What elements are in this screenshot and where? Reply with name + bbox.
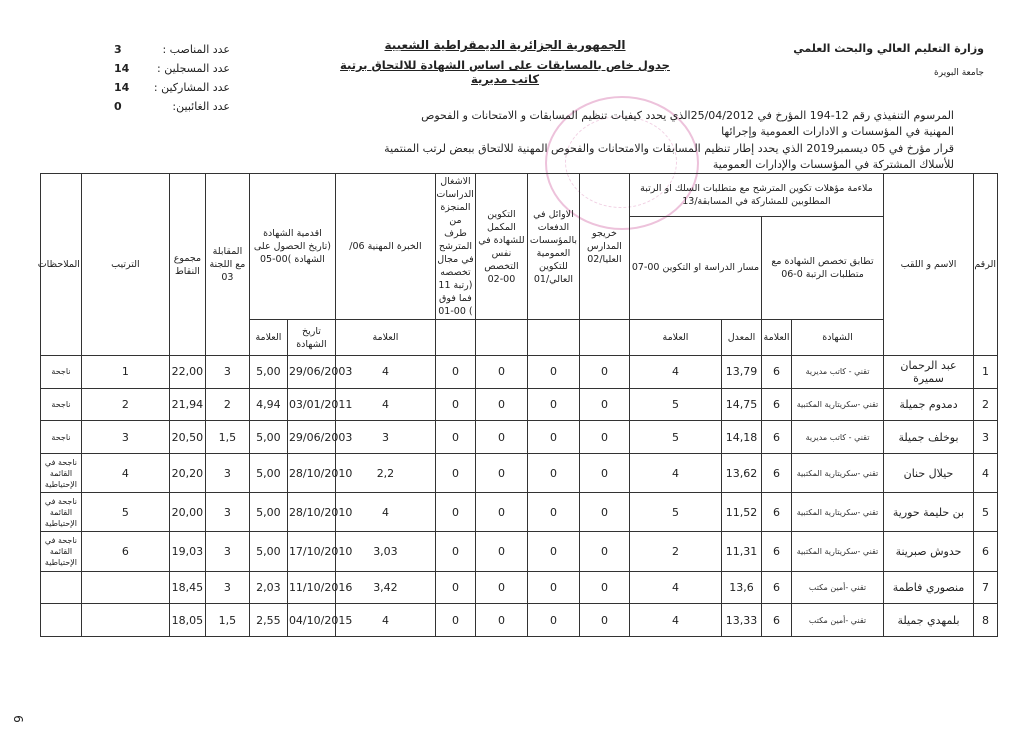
interview-mark: 1,5	[205, 421, 249, 454]
col-average: المعدل	[722, 320, 762, 356]
total-points: 21,94	[169, 388, 205, 421]
row-number: 2	[974, 388, 998, 421]
average: 11,52	[722, 493, 762, 532]
path-mark: 2	[629, 532, 721, 571]
notes: ناجحة في القائمة الإحتياطية	[41, 493, 82, 532]
col-num: الرقم	[974, 174, 998, 356]
path-mark: 4	[629, 356, 721, 389]
average: 13,33	[722, 604, 762, 637]
rank: 5	[81, 493, 169, 532]
col-top-ranked: الاوائل في الدفعات بالمؤسسات العمومية للتكوين العالي/01	[527, 174, 579, 320]
col-suitability: ملاءمة مؤهلات تكوين المترشح مع متطلبات السلك او الرتبة المطلوبين للمشاركة في المسابقة/13	[629, 174, 883, 217]
top-ranked-mark: 0	[527, 532, 579, 571]
path-mark: 5	[629, 493, 721, 532]
rank	[81, 571, 169, 604]
row-number: 7	[974, 571, 998, 604]
stat-value: 0	[114, 100, 122, 113]
interview-mark: 3	[205, 454, 249, 493]
specialty-mark: 6	[762, 356, 792, 389]
stat-row	[110, 40, 230, 59]
grad-schools-mark: 0	[579, 388, 629, 421]
grad-schools-mark: 0	[579, 571, 629, 604]
col-path: مسار الدراسة او التكوين 00-07	[629, 216, 761, 319]
stat-row	[110, 78, 230, 97]
candidate-name: بن حليمة حورية	[884, 493, 974, 532]
page-mark: 6	[10, 715, 25, 723]
col-cert-date: تاريخ الشهادة	[287, 320, 335, 356]
top-ranked-mark: 0	[527, 454, 579, 493]
rank: 4	[81, 454, 169, 493]
grad-schools-mark: 0	[579, 454, 629, 493]
certificate-date: 17/10/2010	[287, 532, 335, 571]
decree-line-2: المهنية في المؤسسات و الادارات العمومية وإجرائها	[721, 125, 954, 138]
grad-schools-mark: 0	[579, 604, 629, 637]
col-name: الاسم و اللقب	[884, 174, 974, 356]
works-mark: 0	[435, 571, 475, 604]
col-spec-mark: العلامة	[762, 320, 792, 356]
experience-mark: 4	[335, 356, 435, 389]
path-mark: 4	[629, 571, 721, 604]
col-top-mark	[527, 320, 579, 356]
experience-mark: 3,03	[335, 532, 435, 571]
stat-value: 3	[114, 43, 122, 56]
candidate-name: حدوش صبرينة	[884, 532, 974, 571]
path-mark: 4	[629, 604, 721, 637]
certificate-name: تقني -سكريتارية المكتبية	[792, 454, 884, 493]
average: 14,18	[722, 421, 762, 454]
certificate-name: تقني -سكريتارية المكتبية	[792, 388, 884, 421]
notes: ناجحة	[41, 421, 82, 454]
complementary-mark: 0	[475, 421, 527, 454]
col-specialty: تطابق تخصص الشهادة مع متطلبات الرتبة 0-06	[762, 216, 884, 319]
top-ranked-mark: 0	[527, 571, 579, 604]
grad-schools-mark: 0	[579, 356, 629, 389]
works-mark: 0	[435, 388, 475, 421]
seniority-mark: 2,03	[249, 571, 287, 604]
seniority-mark: 5,00	[249, 356, 287, 389]
table-row	[41, 604, 998, 637]
seniority-mark: 5,00	[249, 454, 287, 493]
certificate-date: 29/06/2003	[287, 421, 335, 454]
stat-row	[110, 97, 230, 116]
table-row	[41, 454, 998, 493]
average: 11,31	[722, 532, 762, 571]
path-mark: 4	[629, 454, 721, 493]
rank	[81, 604, 169, 637]
stats-block	[110, 40, 230, 116]
notes: ناجحة	[41, 356, 82, 389]
interview-mark: 3	[205, 356, 249, 389]
table-row	[41, 532, 998, 571]
average: 13,62	[722, 454, 762, 493]
top-ranked-mark: 0	[527, 604, 579, 637]
stat-value: 14	[114, 81, 130, 94]
notes: ناجحة	[41, 388, 82, 421]
row-number: 6	[974, 532, 998, 571]
stat-label: عدد المناصب :	[162, 43, 230, 56]
path-mark: 5	[629, 421, 721, 454]
certificate-date: 28/10/2010	[287, 454, 335, 493]
works-mark: 0	[435, 532, 475, 571]
certificate-date: 11/10/2016	[287, 571, 335, 604]
col-sen-mark: العلامة	[249, 320, 287, 356]
col-path-mark: العلامة	[629, 320, 721, 356]
col-works: الاشغال الدراسات المنجزة من طرف المترشح في مجال تخصصه (رتبة 11 فما فوق ) 00-01	[435, 174, 475, 320]
total-points: 20,20	[169, 454, 205, 493]
specialty-mark: 6	[762, 388, 792, 421]
complementary-mark: 0	[475, 493, 527, 532]
certificate-name: تقني -أمين مكتب	[792, 571, 884, 604]
grad-schools-mark: 0	[579, 532, 629, 571]
col-complementary: التكوين المكمل للشهادة في نفس التخصص 00-02	[475, 174, 527, 320]
row-number: 8	[974, 604, 998, 637]
stat-label: عدد الغائبين:	[172, 100, 230, 113]
col-comp-mark	[475, 320, 527, 356]
col-total: مجموع النقاط	[169, 174, 205, 356]
rank: 6	[81, 532, 169, 571]
table-row	[41, 356, 998, 389]
experience-mark: 2,2	[335, 454, 435, 493]
candidate-name: دمدوم جميلة	[884, 388, 974, 421]
interview-mark: 3	[205, 493, 249, 532]
top-ranked-mark: 0	[527, 388, 579, 421]
seniority-mark: 5,00	[249, 421, 287, 454]
table-row	[41, 571, 998, 604]
total-points: 20,00	[169, 493, 205, 532]
complementary-mark: 0	[475, 388, 527, 421]
works-mark: 0	[435, 493, 475, 532]
seniority-mark: 4,94	[249, 388, 287, 421]
certificate-date: 04/10/2015	[287, 604, 335, 637]
experience-mark: 4	[335, 604, 435, 637]
table-row	[41, 388, 998, 421]
table-row	[41, 421, 998, 454]
ministry-header	[793, 40, 984, 82]
decree-line-1: المرسوم التنفيذي رقم 12-194 المؤرخ في 25/04/2012الذي يحدد كيفيات تنظيم المسابقات و الامتحانات و الفحوص	[421, 109, 954, 122]
specialty-mark: 6	[762, 493, 792, 532]
col-rank: الترتيب	[81, 174, 169, 356]
results-table	[37, 173, 998, 637]
seniority-mark: 5,00	[249, 532, 287, 571]
seniority-mark: 5,00	[249, 493, 287, 532]
average: 14,75	[722, 388, 762, 421]
candidate-name: حيلال حنان	[884, 454, 974, 493]
row-number: 3	[974, 421, 998, 454]
stat-row	[110, 59, 230, 78]
notes	[41, 604, 82, 637]
col-works-mark	[435, 320, 475, 356]
rank: 1	[81, 356, 169, 389]
col-experience: الخبرة المهنية 06/	[335, 174, 435, 320]
decree-line-4: للأسلاك المشتركة في المؤسسات والإدارات العمومية	[712, 158, 954, 171]
works-mark: 0	[435, 356, 475, 389]
interview-mark: 1,5	[205, 604, 249, 637]
certificate-name: تقني - كاتب مديرية	[792, 356, 884, 389]
complementary-mark: 0	[475, 356, 527, 389]
specialty-mark: 6	[762, 421, 792, 454]
average: 13,79	[722, 356, 762, 389]
col-exp-mark: العلامة	[335, 320, 435, 356]
university-name: جامعة البويرة	[934, 68, 984, 78]
certificate-date: 03/01/2011	[287, 388, 335, 421]
experience-mark: 4	[335, 388, 435, 421]
col-grad-mark	[579, 320, 629, 356]
seniority-mark: 2,55	[249, 604, 287, 637]
col-notes: الملاحظات	[41, 174, 82, 356]
rank: 2	[81, 388, 169, 421]
experience-mark: 3,42	[335, 571, 435, 604]
row-number: 5	[974, 493, 998, 532]
complementary-mark: 0	[475, 532, 527, 571]
experience-mark: 3	[335, 421, 435, 454]
stat-value: 14	[114, 62, 130, 75]
row-number: 4	[974, 454, 998, 493]
candidate-name: منصوري فاطمة	[884, 571, 974, 604]
certificate-date: 29/06/2003	[287, 356, 335, 389]
works-mark: 0	[435, 604, 475, 637]
certificate-name: تقني -سكريتارية المكتبية	[792, 532, 884, 571]
specialty-mark: 6	[762, 571, 792, 604]
complementary-mark: 0	[475, 604, 527, 637]
candidate-name: بوخلف جميلة	[884, 421, 974, 454]
total-points: 18,45	[169, 571, 205, 604]
col-grad-schools: خريجو المدارس العليا/02	[579, 174, 629, 320]
table-title: جدول خاص بالمسابقات على اساس الشهادة للالتحاق برتبة كاتب مديرية	[340, 58, 670, 86]
interview-mark: 2	[205, 388, 249, 421]
col-seniority: اقدمية الشهادة (تاريخ الحصول على الشهادة )00-05	[249, 174, 335, 320]
top-ranked-mark: 0	[527, 493, 579, 532]
complementary-mark: 0	[475, 571, 527, 604]
notes: ناجحة في القائمة الإحتياطية	[41, 532, 82, 571]
grad-schools-mark: 0	[579, 493, 629, 532]
total-points: 20,50	[169, 421, 205, 454]
stat-label: عدد المشاركين :	[153, 81, 230, 94]
path-mark: 5	[629, 388, 721, 421]
ministry-name: وزارة التعليم العالي والبحث العلمي	[793, 42, 984, 55]
notes	[41, 571, 82, 604]
table-row	[41, 493, 998, 532]
specialty-mark: 6	[762, 532, 792, 571]
republic-title: الجمهورية الجزائرية الديمقراطية الشعبية	[384, 38, 626, 52]
grad-schools-mark: 0	[579, 421, 629, 454]
total-points: 22,00	[169, 356, 205, 389]
document-title-block	[340, 38, 670, 86]
top-ranked-mark: 0	[527, 356, 579, 389]
certificate-name: تقني -أمين مكتب	[792, 604, 884, 637]
interview-mark: 3	[205, 571, 249, 604]
specialty-mark: 6	[762, 604, 792, 637]
decree-line-3: قرار مؤرخ في 05 ديسمبر2019 الذي يحدد إطار تنظيم المسابقات والامتحانات والفحوص المهنية للالتحاق ببعض لرتب المنتمية	[384, 142, 954, 155]
average: 13,6	[722, 571, 762, 604]
certificate-date: 28/10/2010	[287, 493, 335, 532]
certificate-name: تقني - كاتب مديرية	[792, 421, 884, 454]
col-certificate: الشهادة	[792, 320, 884, 356]
top-ranked-mark: 0	[527, 421, 579, 454]
works-mark: 0	[435, 454, 475, 493]
experience-mark: 4	[335, 493, 435, 532]
stat-label: عدد المسجلين :	[157, 62, 230, 75]
col-interview: المقابلة مع اللجنة 03	[205, 174, 249, 356]
works-mark: 0	[435, 421, 475, 454]
candidate-name: بلمهدي جميلة	[884, 604, 974, 637]
specialty-mark: 6	[762, 454, 792, 493]
candidate-name: عبد الرحمان سميرة	[884, 356, 974, 389]
row-number: 1	[974, 356, 998, 389]
total-points: 19,03	[169, 532, 205, 571]
certificate-name: تقني -سكريتارية المكتبية	[792, 493, 884, 532]
interview-mark: 3	[205, 532, 249, 571]
rank: 3	[81, 421, 169, 454]
notes: ناجحة في القائمة الإحتياطية	[41, 454, 82, 493]
total-points: 18,05	[169, 604, 205, 637]
complementary-mark: 0	[475, 454, 527, 493]
